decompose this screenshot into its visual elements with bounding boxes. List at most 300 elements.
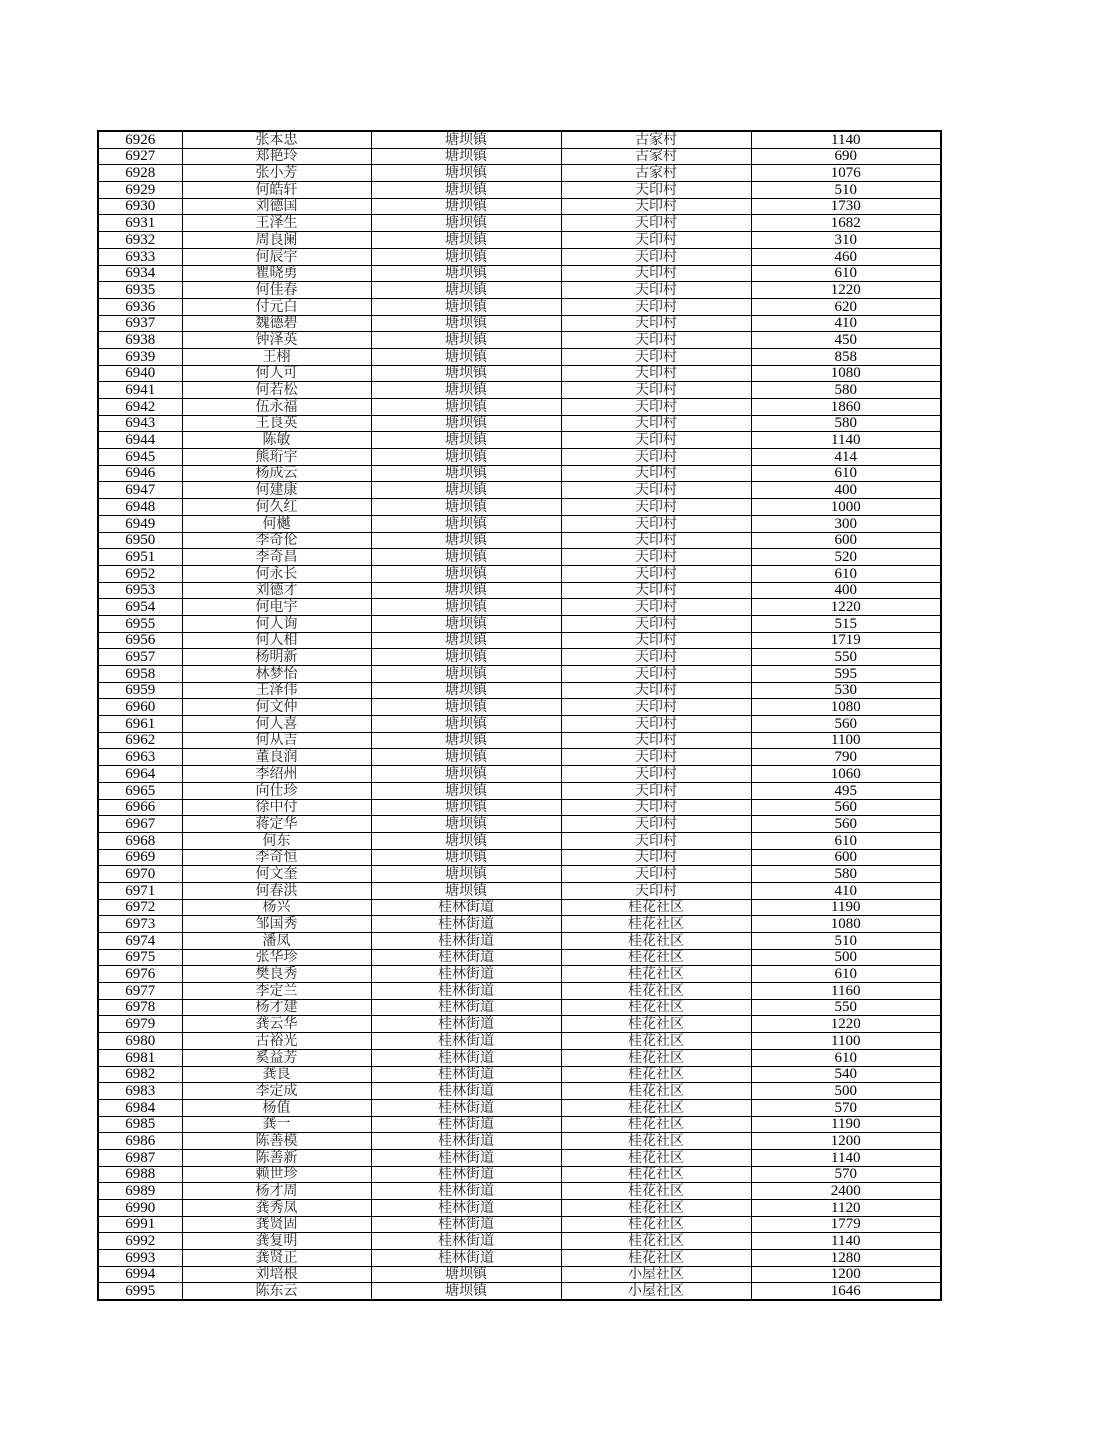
name-cell: 王泽生: [182, 215, 371, 232]
village-cell: 古家村: [561, 131, 751, 148]
village-cell: 天印村: [561, 515, 751, 532]
amount-cell: 1682: [751, 215, 941, 232]
amount-cell: 1080: [751, 699, 941, 716]
name-cell: 张本忠: [182, 131, 371, 148]
town-cell: 桂林街道: [371, 966, 561, 983]
town-cell: 塘坝镇: [371, 282, 561, 299]
village-cell: 天印村: [561, 682, 751, 699]
amount-cell: 690: [751, 148, 941, 165]
table-row: [98, 565, 941, 582]
town-cell: 塘坝镇: [371, 198, 561, 215]
name-cell: 陈东云: [182, 1283, 371, 1300]
name-cell: 何人可: [182, 365, 371, 382]
table-row: [98, 1149, 941, 1166]
table-row: [98, 899, 941, 916]
town-cell: 塘坝镇: [371, 582, 561, 599]
town-cell: 塘坝镇: [371, 832, 561, 849]
index-cell: 6980: [98, 1033, 182, 1050]
index-cell: 6933: [98, 248, 182, 265]
index-cell: 6948: [98, 499, 182, 516]
name-cell: 杨明新: [182, 649, 371, 666]
village-cell: 桂花社区: [561, 1066, 751, 1083]
village-cell: 天印村: [561, 248, 751, 265]
town-cell: 塘坝镇: [371, 131, 561, 148]
index-cell: 6971: [98, 882, 182, 899]
town-cell: 塘坝镇: [371, 549, 561, 566]
index-cell: 6947: [98, 482, 182, 499]
amount-cell: 460: [751, 248, 941, 265]
name-cell: 何人相: [182, 632, 371, 649]
amount-cell: 1200: [751, 1266, 941, 1283]
index-cell: 6953: [98, 582, 182, 599]
table-row: [98, 682, 941, 699]
name-cell: 王栩: [182, 348, 371, 365]
town-cell: 塘坝镇: [371, 515, 561, 532]
table-row: [98, 198, 941, 215]
index-cell: 6942: [98, 399, 182, 416]
name-cell: 王良英: [182, 415, 371, 432]
amount-cell: 1220: [751, 1016, 941, 1033]
amount-cell: 1719: [751, 632, 941, 649]
village-cell: 天印村: [561, 799, 751, 816]
name-cell: 瞿晓勇: [182, 265, 371, 282]
village-cell: 天印村: [561, 832, 751, 849]
village-cell: 桂花社区: [561, 1250, 751, 1267]
village-cell: 桂花社区: [561, 1149, 751, 1166]
amount-cell: 1080: [751, 365, 941, 382]
town-cell: 塘坝镇: [371, 732, 561, 749]
amount-cell: 1220: [751, 599, 941, 616]
amount-cell: 1860: [751, 399, 941, 416]
village-cell: 天印村: [561, 399, 751, 416]
name-cell: 邹国秀: [182, 916, 371, 933]
village-cell: 桂花社区: [561, 1233, 751, 1250]
amount-cell: 600: [751, 849, 941, 866]
amount-cell: 1100: [751, 732, 941, 749]
village-cell: 天印村: [561, 782, 751, 799]
index-cell: 6934: [98, 265, 182, 282]
index-cell: 6935: [98, 282, 182, 299]
village-cell: 天印村: [561, 415, 751, 432]
amount-cell: 610: [751, 1049, 941, 1066]
index-cell: 6964: [98, 766, 182, 783]
name-cell: 刘培根: [182, 1266, 371, 1283]
index-cell: 6962: [98, 732, 182, 749]
town-cell: 塘坝镇: [371, 615, 561, 632]
index-cell: 6958: [98, 666, 182, 683]
index-cell: 6939: [98, 348, 182, 365]
name-cell: 钟泽英: [182, 332, 371, 349]
town-cell: 桂林街道: [371, 999, 561, 1016]
name-cell: 董良润: [182, 749, 371, 766]
name-cell: 蒋定华: [182, 816, 371, 833]
index-cell: 6963: [98, 749, 182, 766]
table-row: [98, 749, 941, 766]
town-cell: 塘坝镇: [371, 499, 561, 516]
town-cell: 塘坝镇: [371, 1283, 561, 1300]
amount-cell: 610: [751, 832, 941, 849]
amount-cell: 858: [751, 348, 941, 365]
index-cell: 6938: [98, 332, 182, 349]
town-cell: 塘坝镇: [371, 866, 561, 883]
village-cell: 天印村: [561, 298, 751, 315]
village-cell: 天印村: [561, 282, 751, 299]
name-cell: 奚益芳: [182, 1049, 371, 1066]
table-row: [98, 1066, 941, 1083]
name-cell: 龚一: [182, 1116, 371, 1133]
index-cell: 6965: [98, 782, 182, 799]
village-cell: 桂花社区: [561, 1216, 751, 1233]
index-cell: 6993: [98, 1250, 182, 1267]
amount-cell: 1190: [751, 899, 941, 916]
village-cell: 桂花社区: [561, 1116, 751, 1133]
table-row: [98, 882, 941, 899]
table-row: [98, 1033, 941, 1050]
index-cell: 6931: [98, 215, 182, 232]
town-cell: 塘坝镇: [371, 782, 561, 799]
name-cell: 李定成: [182, 1083, 371, 1100]
table-row: [98, 1116, 941, 1133]
table-row: [98, 615, 941, 632]
town-cell: 塘坝镇: [371, 699, 561, 716]
village-cell: 天印村: [561, 565, 751, 582]
town-cell: 塘坝镇: [371, 799, 561, 816]
town-cell: 塘坝镇: [371, 766, 561, 783]
table-row: [98, 599, 941, 616]
town-cell: 桂林街道: [371, 1233, 561, 1250]
village-cell: 古家村: [561, 165, 751, 182]
table-row: [98, 1083, 941, 1100]
table-row: [98, 1016, 941, 1033]
town-cell: 桂林街道: [371, 949, 561, 966]
town-cell: 塘坝镇: [371, 649, 561, 666]
table-row: [98, 549, 941, 566]
village-cell: 桂花社区: [561, 933, 751, 950]
village-cell: 天印村: [561, 198, 751, 215]
table-row: [98, 532, 941, 549]
name-cell: 龚云华: [182, 1016, 371, 1033]
index-cell: 6972: [98, 899, 182, 916]
town-cell: 塘坝镇: [371, 265, 561, 282]
town-cell: 塘坝镇: [371, 749, 561, 766]
table-row: [98, 816, 941, 833]
index-cell: 6929: [98, 182, 182, 199]
table-row: [98, 1099, 941, 1116]
amount-cell: 1120: [751, 1200, 941, 1217]
amount-cell: 414: [751, 449, 941, 466]
index-cell: 6968: [98, 832, 182, 849]
town-cell: 桂林街道: [371, 1183, 561, 1200]
table-row: [98, 1049, 941, 1066]
town-cell: 塘坝镇: [371, 716, 561, 733]
town-cell: 塘坝镇: [371, 332, 561, 349]
amount-cell: 400: [751, 582, 941, 599]
village-cell: 桂花社区: [561, 1200, 751, 1217]
town-cell: 塘坝镇: [371, 816, 561, 833]
table-row: [98, 799, 941, 816]
index-cell: 6970: [98, 866, 182, 883]
index-cell: 6957: [98, 649, 182, 666]
village-cell: 天印村: [561, 666, 751, 683]
table-row: [98, 465, 941, 482]
name-cell: 龚秀凤: [182, 1200, 371, 1217]
name-cell: 何人喜: [182, 716, 371, 733]
name-cell: 何文奎: [182, 866, 371, 883]
table-row: [98, 182, 941, 199]
village-cell: 天印村: [561, 499, 751, 516]
name-cell: 杨兴: [182, 899, 371, 916]
name-cell: 杨值: [182, 1099, 371, 1116]
name-cell: 古裕光: [182, 1033, 371, 1050]
town-cell: 桂林街道: [371, 1016, 561, 1033]
index-cell: 6981: [98, 1049, 182, 1066]
index-cell: 6975: [98, 949, 182, 966]
village-cell: 桂花社区: [561, 999, 751, 1016]
amount-cell: 1280: [751, 1250, 941, 1267]
table-row: [98, 1250, 941, 1267]
town-cell: 塘坝镇: [371, 298, 561, 315]
village-cell: 天印村: [561, 482, 751, 499]
name-cell: 张华珍: [182, 949, 371, 966]
village-cell: 桂花社区: [561, 1183, 751, 1200]
name-cell: 何文仲: [182, 699, 371, 716]
name-cell: 龚复明: [182, 1233, 371, 1250]
village-cell: 天印村: [561, 215, 751, 232]
table-row: [98, 515, 941, 532]
village-cell: 天印村: [561, 649, 751, 666]
amount-cell: 410: [751, 882, 941, 899]
amount-cell: 610: [751, 465, 941, 482]
amount-cell: 510: [751, 182, 941, 199]
table-row: [98, 1166, 941, 1183]
name-cell: 潘凤: [182, 933, 371, 950]
index-cell: 6988: [98, 1166, 182, 1183]
name-cell: 龚良: [182, 1066, 371, 1083]
index-cell: 6926: [98, 131, 182, 148]
table-row: [98, 582, 941, 599]
village-cell: 天印村: [561, 348, 751, 365]
table-row: [98, 332, 941, 349]
table-row: [98, 248, 941, 265]
village-cell: 古家村: [561, 148, 751, 165]
village-cell: 天印村: [561, 432, 751, 449]
village-cell: 天印村: [561, 816, 751, 833]
table-row: [98, 282, 941, 299]
index-cell: 6956: [98, 632, 182, 649]
amount-cell: 530: [751, 682, 941, 699]
index-cell: 6979: [98, 1016, 182, 1033]
town-cell: 塘坝镇: [371, 232, 561, 249]
name-cell: 何东: [182, 832, 371, 849]
table-row: [98, 732, 941, 749]
village-cell: 天印村: [561, 716, 751, 733]
amount-cell: 570: [751, 1166, 941, 1183]
table-row: [98, 315, 941, 332]
name-cell: 郑艳玲: [182, 148, 371, 165]
amount-cell: 510: [751, 933, 941, 950]
index-cell: 6955: [98, 615, 182, 632]
table-row: [98, 983, 941, 1000]
town-cell: 塘坝镇: [371, 432, 561, 449]
town-cell: 塘坝镇: [371, 532, 561, 549]
index-cell: 6928: [98, 165, 182, 182]
table-row: [98, 365, 941, 382]
index-cell: 6985: [98, 1116, 182, 1133]
name-cell: 付元白: [182, 298, 371, 315]
amount-cell: 570: [751, 1099, 941, 1116]
amount-cell: 1000: [751, 499, 941, 516]
village-cell: 天印村: [561, 365, 751, 382]
table-row: [98, 1183, 941, 1200]
amount-cell: 410: [751, 315, 941, 332]
name-cell: 何樾: [182, 515, 371, 532]
table-row: [98, 1233, 941, 1250]
town-cell: 塘坝镇: [371, 666, 561, 683]
town-cell: 桂林街道: [371, 1166, 561, 1183]
amount-cell: 560: [751, 816, 941, 833]
name-cell: 陈善模: [182, 1133, 371, 1150]
table-row: [98, 966, 941, 983]
amount-cell: 1140: [751, 432, 941, 449]
amount-cell: 450: [751, 332, 941, 349]
name-cell: 何从吉: [182, 732, 371, 749]
index-cell: 6973: [98, 916, 182, 933]
index-cell: 6966: [98, 799, 182, 816]
amount-cell: 300: [751, 515, 941, 532]
name-cell: 李奇恒: [182, 849, 371, 866]
village-cell: 桂花社区: [561, 1133, 751, 1150]
amount-cell: 610: [751, 565, 941, 582]
index-cell: 6959: [98, 682, 182, 699]
name-cell: 何久红: [182, 499, 371, 516]
amount-cell: 610: [751, 966, 941, 983]
name-cell: 何建康: [182, 482, 371, 499]
town-cell: 桂林街道: [371, 1133, 561, 1150]
town-cell: 塘坝镇: [371, 599, 561, 616]
index-cell: 6952: [98, 565, 182, 582]
amount-cell: 500: [751, 949, 941, 966]
table-row: [98, 766, 941, 783]
amount-cell: 1200: [751, 1133, 941, 1150]
village-cell: 小屋社区: [561, 1283, 751, 1300]
amount-cell: 1140: [751, 1233, 941, 1250]
amount-cell: 1140: [751, 1149, 941, 1166]
amount-cell: 520: [751, 549, 941, 566]
amount-cell: 580: [751, 866, 941, 883]
table-row: [98, 265, 941, 282]
table-row: [98, 1266, 941, 1283]
table-row: [98, 666, 941, 683]
index-cell: 6937: [98, 315, 182, 332]
town-cell: 桂林街道: [371, 1200, 561, 1217]
town-cell: 塘坝镇: [371, 882, 561, 899]
town-cell: 塘坝镇: [371, 682, 561, 699]
village-cell: 天印村: [561, 315, 751, 332]
town-cell: 塘坝镇: [371, 565, 561, 582]
village-cell: 天印村: [561, 449, 751, 466]
amount-cell: 560: [751, 799, 941, 816]
village-cell: 天印村: [561, 582, 751, 599]
name-cell: 樊良秀: [182, 966, 371, 983]
name-cell: 杨才周: [182, 1183, 371, 1200]
village-cell: 天印村: [561, 232, 751, 249]
name-cell: 赖世珍: [182, 1166, 371, 1183]
village-cell: 天印村: [561, 749, 751, 766]
town-cell: 桂林街道: [371, 933, 561, 950]
table-row: [98, 716, 941, 733]
village-cell: 天印村: [561, 766, 751, 783]
village-cell: 桂花社区: [561, 1166, 751, 1183]
index-cell: 6944: [98, 432, 182, 449]
town-cell: 塘坝镇: [371, 1266, 561, 1283]
amount-cell: 1220: [751, 282, 941, 299]
amount-cell: 1190: [751, 1116, 941, 1133]
index-cell: 6954: [98, 599, 182, 616]
town-cell: 塘坝镇: [371, 415, 561, 432]
table-row: [98, 999, 941, 1016]
amount-cell: 790: [751, 749, 941, 766]
town-cell: 桂林街道: [371, 983, 561, 1000]
index-cell: 6969: [98, 849, 182, 866]
index-cell: 6978: [98, 999, 182, 1016]
index-cell: 6974: [98, 933, 182, 950]
index-cell: 6976: [98, 966, 182, 983]
village-cell: 天印村: [561, 382, 751, 399]
index-cell: 6943: [98, 415, 182, 432]
index-cell: 6992: [98, 1233, 182, 1250]
amount-cell: 550: [751, 649, 941, 666]
name-cell: 伍永福: [182, 399, 371, 416]
amount-cell: 600: [751, 532, 941, 549]
index-cell: 6930: [98, 198, 182, 215]
table-row: [98, 649, 941, 666]
table-row: [98, 699, 941, 716]
amount-cell: 580: [751, 382, 941, 399]
town-cell: 桂林街道: [371, 899, 561, 916]
amount-cell: 1160: [751, 983, 941, 1000]
name-cell: 林梦怡: [182, 666, 371, 683]
table-row: [98, 382, 941, 399]
table-row: [98, 916, 941, 933]
village-cell: 桂花社区: [561, 916, 751, 933]
village-cell: 天印村: [561, 615, 751, 632]
index-cell: 6946: [98, 465, 182, 482]
table-row: [98, 482, 941, 499]
table-row: [98, 782, 941, 799]
town-cell: 桂林街道: [371, 1149, 561, 1166]
town-cell: 桂林街道: [371, 1116, 561, 1133]
index-cell: 6949: [98, 515, 182, 532]
amount-cell: 610: [751, 265, 941, 282]
village-cell: 天印村: [561, 599, 751, 616]
town-cell: 塘坝镇: [371, 449, 561, 466]
amount-cell: 1076: [751, 165, 941, 182]
table-row: [98, 949, 941, 966]
index-cell: 6991: [98, 1216, 182, 1233]
name-cell: 李奇伦: [182, 532, 371, 549]
amount-cell: 1646: [751, 1283, 941, 1300]
village-cell: 桂花社区: [561, 966, 751, 983]
table-row: [98, 933, 941, 950]
village-cell: 天印村: [561, 732, 751, 749]
village-cell: 天印村: [561, 699, 751, 716]
name-cell: 王泽伟: [182, 682, 371, 699]
village-cell: 桂花社区: [561, 1083, 751, 1100]
name-cell: 李定兰: [182, 983, 371, 1000]
village-cell: 桂花社区: [561, 949, 751, 966]
index-cell: 6967: [98, 816, 182, 833]
village-cell: 桂花社区: [561, 1033, 751, 1050]
